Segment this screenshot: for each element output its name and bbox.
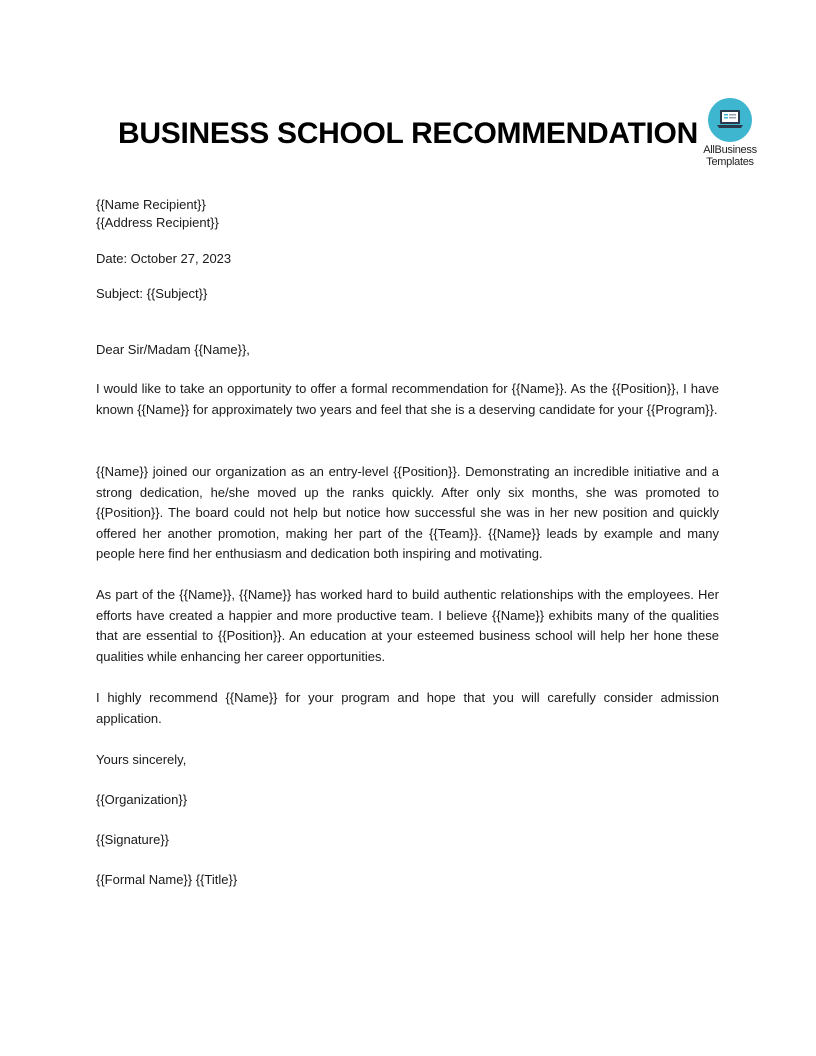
closing: Yours sincerely, (96, 752, 187, 767)
paragraph-3: As part of the {{Name}}, {{Name}} has worked hard to build authentic relationships with the employees. Her efforts have created a happier and more productive team. I believe {{Name}} exhibits many of the qualities that are essential to {{Position}}. An education at your esteemed business school will help her hone these qualities while enhancing her career opportunities. (96, 587, 719, 664)
recipient-name: {{Name Recipient}} (96, 197, 206, 212)
logo-text-line1: AllBusiness (703, 144, 757, 156)
allbusiness-templates-logo (694, 98, 766, 168)
signature: {{Signature}} (96, 832, 170, 847)
letter-date: Date: October 27, 2023 (96, 251, 232, 266)
paragraph-2: {{Name}} joined our organization as an entry-level {{Position}}. Demonstrating an incredible initiative and a strong dedication, he/she moved up the ranks quickly. After only six months, she was promoted to {{Position}}. The board could not help but notice how successful she was in her new position and quickly offered her another promotion, making her part of the {{Team}}. {{Name}} leads by example and many people here find her enthusiasm and dedication both inspiring and motivating. (96, 464, 719, 562)
salutation: Dear Sir/Madam {{Name}}, (96, 342, 250, 357)
formal-name-title: {{Formal Name}} {{Title}} (96, 872, 238, 887)
logo-text-line2: Templates (706, 156, 754, 168)
organization: {{Organization}} (96, 792, 188, 807)
document-title: BUSINESS SCHOOL RECOMMENDATION (118, 117, 698, 150)
paragraph-4: I highly recommend {{Name}} for your program and hope that you will carefully consider admission application. (96, 690, 719, 726)
paragraph-1: I would like to take an opportunity to offer a formal recommendation for {{Name}}. As the {{Position}}, I have known {{Name}} for approximately two years and feel that she is a deserving candidate for your {{Program}}. (96, 381, 719, 417)
recipient-address: {{Address Recipient}} (96, 215, 219, 230)
letter-subject: Subject: {{Subject}} (96, 286, 208, 301)
laptop-icon (708, 98, 752, 142)
